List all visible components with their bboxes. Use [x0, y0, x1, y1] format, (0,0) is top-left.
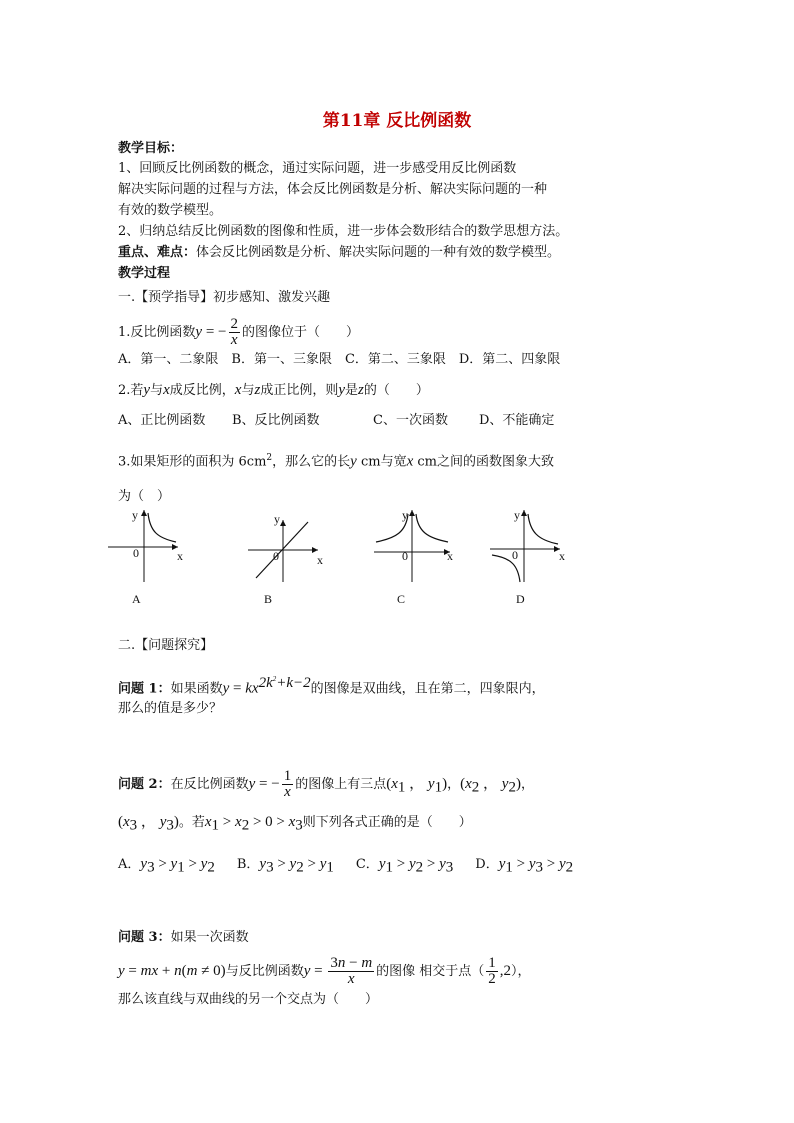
- key-points: [118, 244, 560, 262]
- problem-2-options: A．$y_3 > y_1 > y_2$ B．$y_3 > y_2 > y_1$ C．$y_1 > y_2 > y_3$ D．$y_1 > y_3 > y_2$: [118, 856, 574, 876]
- objective-line-4: 2、归纳总结反比例函数的图像和性质，进一步体会数形结合的数学思想方法。: [118, 224, 569, 239]
- objectives-heading: 教学目标：: [118, 141, 184, 156]
- graph-d: [484, 500, 584, 585]
- objective-line-2: 解决实际问题的过程与方法，体会反比例函数是分析、解决实际问题的一种: [118, 182, 548, 197]
- objective-line-1: 1、回顾反比例函数的概念，通过实际问题，进一步感受用反比例函数: [118, 161, 517, 176]
- question-2: 2.若y与x成反比例，x与z成正比例，则y是z的（ ）: [118, 382, 429, 398]
- graph-c: [368, 500, 468, 585]
- graph-b-origin: 0: [273, 549, 279, 563]
- graph-b: [240, 500, 330, 585]
- graph-a-x-label: x: [177, 549, 183, 563]
- section2-heading: 二.【问题探究】: [118, 638, 214, 653]
- problem-2-line-2: ($x_3$ ， $y_3$)。若$x_1 > x_2 > 0 > x_3$则下列各式正确的是（ ）: [118, 814, 472, 834]
- graph-c-x-label: x: [447, 549, 453, 563]
- q1-options: A．第一、二象限 B．第一、三象限 C．第二、三象限 D．第二、四象限: [118, 352, 561, 367]
- key-label: 重点、难点：: [118, 245, 197, 260]
- question-3: 3.如果矩形的面积为 $6cm^2$，那么它的长y cm与宽x cm之间的函数图象大致: [118, 453, 555, 470]
- section1-heading: 一.【预学指导】初步感知、激发兴趣: [118, 290, 331, 305]
- graph-d-x-label: x: [559, 549, 565, 563]
- problem-1: 问题 1：如果函数$y = kx^{2k^2+k-2}$的图像是双曲线，且在第二，四象限内，: [118, 675, 545, 697]
- graph-a: [100, 500, 200, 585]
- graph-c-y-label: y: [402, 508, 408, 522]
- graph-d-label: D: [516, 592, 525, 606]
- q3-line-2: 为（ ）: [118, 489, 171, 504]
- page-title: 第11章 反比例函数: [322, 111, 472, 131]
- graph-c-origin: 0: [402, 549, 408, 563]
- process-heading: 教学过程: [118, 266, 171, 281]
- graph-a-origin: 0: [133, 546, 139, 560]
- graph-b-y-label: y: [274, 512, 280, 526]
- graph-d-origin: 0: [512, 548, 518, 562]
- problem-3-line-2: y = mx + n(m ≠ 0)与反比例函数y = $\frac{3n - m}{x}$ 的图像 相交于点（ $\frac{1}{2}$ ,2），: [118, 955, 531, 987]
- graph-b-x-label: x: [317, 553, 323, 567]
- q2-option-a: A、正比例函数: [118, 413, 206, 428]
- question-1: 1.反比例函数y = − $\frac{2}{x}$ 的图像位于（ ）: [118, 316, 360, 348]
- graph-d-y-label: y: [514, 508, 520, 522]
- graph-b-label: B: [264, 592, 273, 606]
- graph-a-y-label: y: [132, 508, 138, 522]
- q2-option-b: B、反比例函数: [232, 413, 320, 428]
- graph-c-label: C: [397, 592, 406, 606]
- q2-option-c: C、一次函数: [373, 413, 448, 428]
- q1-prefix: 1.反比例函数: [118, 325, 196, 340]
- q1-suffix: 的图像位于（ ）: [242, 325, 360, 340]
- problem-2: 问题 2：在反比例函数y = − $\frac{1}{x}$ 的图像上有三点($x_1$ ， $y_1$)，($x_2$ ， $y_2$)，: [118, 768, 534, 800]
- objective-line-3: 有效的数学模型。: [118, 203, 223, 218]
- problem-3-line-3: 那么该直线与双曲线的另一个交点为（ ）: [118, 992, 379, 1007]
- problem-1-line-2: 那么的值是多少？: [118, 701, 223, 716]
- problem-3: 问题 3：如果一次函数: [118, 930, 249, 945]
- key-text: 体会反比例函数是分析、解决实际问题的一种有效的数学模型。: [196, 245, 561, 260]
- graph-a-label: A: [132, 592, 141, 606]
- q2-option-d: D、不能确定: [479, 413, 555, 428]
